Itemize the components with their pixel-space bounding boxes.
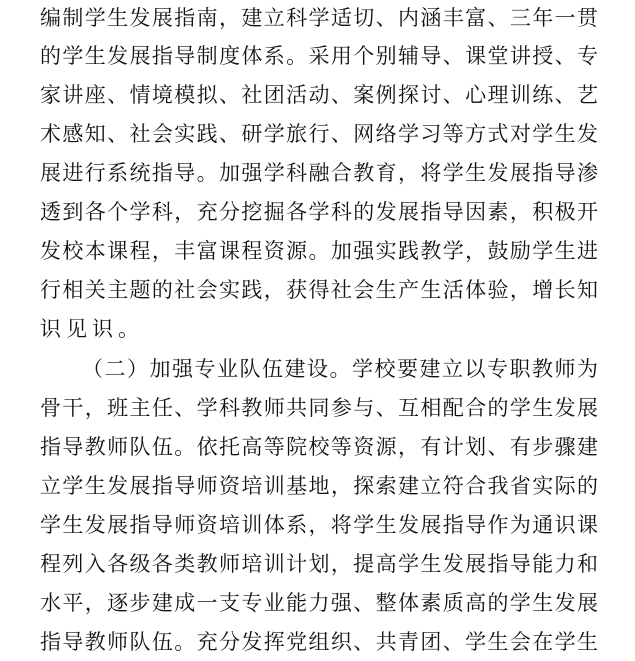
paragraph-end-line: 识见识。: [40, 317, 144, 341]
text-line: 家 讲 座 、 情 境 模 拟 、 社 团 活 动 、 案 例 探 讨 、 心 理 训 练 、 艺: [40, 83, 598, 107]
text-line: 指 导 教 师 队 伍 。 依 托 高 等 院 校 等 资 源 ， 有 计 划 、 有 步 骤 建: [40, 435, 598, 459]
text-line: 指 导 教 师 队 伍 。 充 分 发 挥 党 组 织 、 共 青 团 、 学 生 会 在 学 生: [40, 630, 598, 654]
text-line: 术 感 知 、 社 会 实 践 、 研 学 旅 行 、 网 络 学 习 等 方 式 对 学 生 发: [40, 122, 598, 146]
text-line: 水 平 ， 逐 步 建 成 一 支 专 业 能 力 强 、 整 体 素 质 高 的 学 生 发 展: [40, 591, 598, 615]
text-line: 骨 干 ， 班 主 任 、 学 科 教 师 共 同 参 与 、 互 相 配 合 的 学 生 发 展: [40, 396, 598, 420]
text-line: 编 制 学 生 发 展 指 南 ， 建 立 科 学 适 切 、 内 涵 丰 富 、 三 年 一 贯: [40, 6, 598, 30]
text-line: 发 校 本 课 程 ， 丰 富 课 程 资 源 。 加 强 实 践 教 学 ， 鼓 励 学 生 进: [40, 239, 598, 263]
section-heading-line: （ 二 ） 加 强 专 业 队 伍 建 设 。 学 校 要 建 立 以 专 职 教 师 为: [82, 357, 598, 381]
text-line: 立 学 生 发 展 指 导 师 资 培 训 基 地 ， 探 索 建 立 符 合 我 省 实 际 的: [40, 474, 598, 498]
text-line: 透 到 各 个 学 科 ， 充 分 挖 掘 各 学 科 的 发 展 指 导 因 素 ， 积 极 开: [40, 200, 598, 224]
text-line: 学 生 发 展 指 导 师 资 培 训 体 系 ， 将 学 生 发 展 指 导 作 为 通 识 课: [40, 513, 598, 537]
text-line: 程 列 入 各 级 各 类 教 师 培 训 计 划 ， 提 高 学 生 发 展 指 导 能 力 和: [40, 552, 598, 576]
text-line: 展 进 行 系 统 指 导 。 加 强 学 科 融 合 教 育 ， 将 学 生 发 展 指 导 渗: [40, 161, 598, 185]
text-line: 行 相 关 主 题 的 社 会 实 践 ， 获 得 社 会 生 产 生 活 体 验 ， 增 长 知: [40, 278, 598, 302]
text-line: 的 学 生 发 展 指 导 制 度 体 系 。 采 用 个 别 辅 导 、 课 堂 讲 授 、 专: [40, 44, 598, 68]
